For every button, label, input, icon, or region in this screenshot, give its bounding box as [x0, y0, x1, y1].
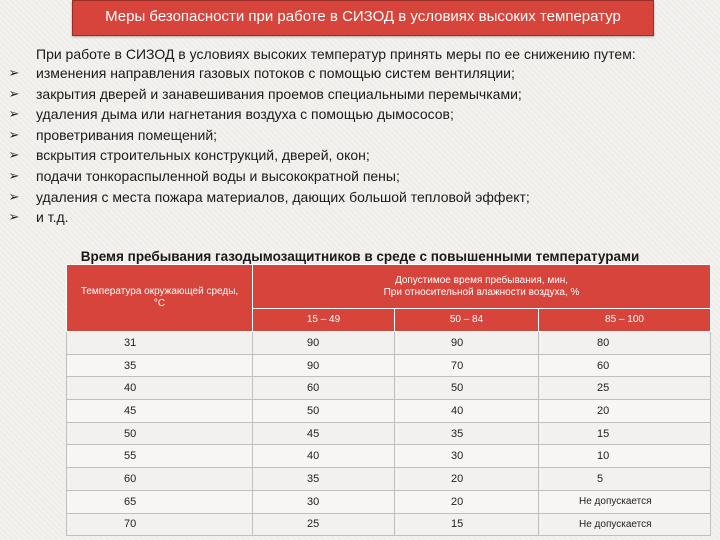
table-row — [67, 332, 711, 355]
cell-time-mid: 40 — [395, 400, 539, 423]
header-humidity-85-100: 85 – 100 — [539, 309, 711, 332]
table-row — [67, 354, 711, 377]
slide-title: Меры безопасности при работе в СИЗОД в условиях высоких температур — [72, 0, 654, 36]
list-item-text: удаления с места пожара материалов, дающих большой тепловой эффект; — [36, 188, 530, 205]
arrow-bullet-icon: ➢ — [8, 209, 20, 225]
cell-temperature: 50 — [67, 422, 253, 445]
cell-time-mid: 35 — [395, 422, 539, 445]
table-row — [67, 468, 711, 491]
cell-time-high: 80 — [539, 332, 711, 355]
header-allowed-time — [253, 265, 711, 309]
cell-time-high: 15 — [539, 422, 711, 445]
list-item-text: подачи тонкораспыленной воды и высокократной пены; — [36, 167, 400, 184]
cell-temperature: 31 — [67, 332, 253, 355]
header-allowed-time-line2: При относительной влажности воздуха, % — [383, 286, 580, 298]
cell-time-low: 40 — [253, 445, 395, 468]
cell-temperature: 65 — [67, 490, 253, 513]
cell-temperature: 70 — [67, 513, 253, 536]
list-item — [6, 145, 716, 166]
list-item — [6, 207, 716, 228]
list-item — [6, 125, 716, 146]
cell-time-mid: 50 — [395, 377, 539, 400]
cell-time-high: Не допускается — [539, 513, 711, 536]
cell-time-low: 30 — [253, 490, 395, 513]
cell-temperature: 60 — [67, 468, 253, 491]
table-row — [67, 513, 711, 536]
list-item-text: закрытия дверей и занавешивания проемов специальными перемычками; — [36, 85, 522, 102]
arrow-bullet-icon: ➢ — [8, 85, 20, 101]
header-temperature: Температура окружающей среды, °С — [67, 265, 253, 332]
cell-time-mid: 30 — [395, 445, 539, 468]
cell-time-mid: 20 — [395, 468, 539, 491]
list-item-text: и т.д. — [36, 209, 69, 226]
list-item-text: изменения направления газовых потоков с помощью систем вентиляции; — [36, 65, 515, 81]
cell-time-high: 5 — [539, 468, 711, 491]
table-title: Время пребывания газодымозащитников в среде с повышенными температурами — [80, 249, 640, 264]
list-item — [6, 166, 716, 187]
cell-time-high: 60 — [539, 354, 711, 377]
cell-time-high: Не допускается — [539, 490, 711, 513]
cell-time-mid: 90 — [395, 332, 539, 355]
list-item — [6, 187, 716, 208]
header-allowed-time-line1: Допустимое время пребывания, мин, — [394, 274, 569, 286]
cell-time-low: 45 — [253, 422, 395, 445]
table-row — [67, 400, 711, 423]
cell-time-low: 90 — [253, 354, 395, 377]
cell-time-low: 35 — [253, 468, 395, 491]
table-row — [67, 377, 711, 400]
intro-text: При работе в СИЗОД в условиях высоких температур принять меры по ее снижению путем: — [36, 46, 636, 62]
exposure-time-table — [66, 264, 711, 536]
cell-time-mid: 20 — [395, 490, 539, 513]
measures-list — [6, 63, 716, 228]
cell-time-mid: 15 — [395, 513, 539, 536]
arrow-bullet-icon: ➢ — [8, 188, 20, 204]
table-row — [67, 445, 711, 468]
header-humidity-50-84: 50 – 84 — [395, 309, 539, 332]
cell-time-low: 25 — [253, 513, 395, 536]
table-row — [67, 422, 711, 445]
arrow-bullet-icon: ➢ — [8, 126, 20, 142]
cell-temperature: 55 — [67, 445, 253, 468]
list-item-text: проветривания помещений; — [36, 126, 218, 143]
table-row — [67, 490, 711, 513]
list-item — [6, 63, 716, 84]
cell-temperature: 35 — [67, 354, 253, 377]
list-item — [6, 84, 716, 105]
list-item — [6, 104, 716, 125]
header-humidity-15-49: 15 – 49 — [253, 309, 395, 332]
cell-temperature: 45 — [67, 400, 253, 423]
arrow-bullet-icon: ➢ — [8, 65, 20, 80]
cell-time-low: 60 — [253, 377, 395, 400]
arrow-bullet-icon: ➢ — [8, 106, 20, 122]
cell-time-high: 20 — [539, 400, 711, 423]
list-item-text: вскрытия строительных конструкций, дверей, окон; — [36, 147, 370, 164]
cell-time-mid: 70 — [395, 354, 539, 377]
cell-time-low: 90 — [253, 332, 395, 355]
cell-time-low: 50 — [253, 400, 395, 423]
arrow-bullet-icon: ➢ — [8, 147, 20, 163]
cell-time-high: 25 — [539, 377, 711, 400]
cell-temperature: 40 — [67, 377, 253, 400]
cell-time-high: 10 — [539, 445, 711, 468]
list-item-text: удаления дыма или нагнетания воздуха с помощью дымососов; — [36, 106, 454, 123]
arrow-bullet-icon: ➢ — [8, 167, 20, 183]
